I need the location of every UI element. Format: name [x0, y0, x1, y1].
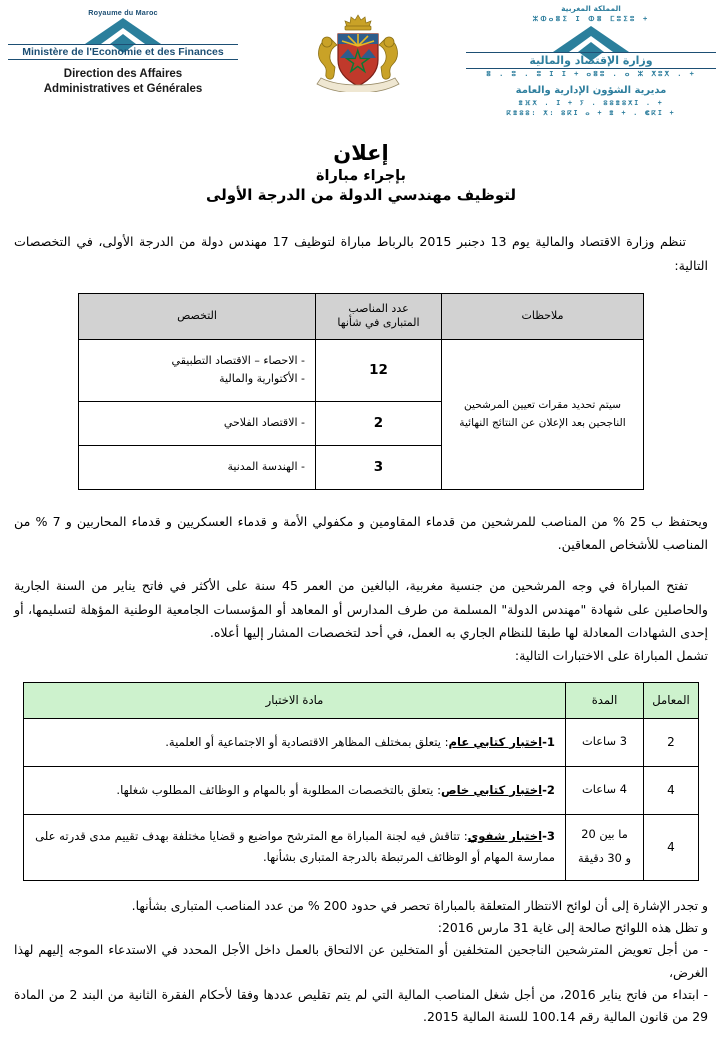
specialty-line-1: - الاحصاء – الاقتصاد التطبيقي	[171, 353, 305, 367]
exam-label: اختبار كتابي عام	[448, 734, 543, 749]
direction-fr-line2: Administratives et Générales	[43, 82, 203, 95]
exam-label: اختبار شفوي	[467, 829, 543, 844]
subject-cell	[24, 814, 566, 880]
count-cell: 3	[316, 445, 442, 489]
footer-bullet-1: - من أجل تعويض المترشحين الناجحين المتخلفين أو المتخلين عن الالتحاق بالعمل داخل الأجل المحدد في الاستدعاء الموجه إليهم لهذا الغرض،	[14, 942, 708, 980]
title-subtitle-2: لتوظيف مهندسي الدولة من الدرجة الأولى	[206, 186, 516, 205]
column-header-count	[316, 293, 442, 339]
duration-cell: 4 ساعات	[566, 766, 644, 814]
coefficient-cell: 4	[644, 814, 699, 880]
exam-number: 3-	[542, 829, 555, 844]
ministry-logo-arabic	[466, 4, 716, 119]
count-cell: 2	[316, 401, 442, 445]
ministry-logo-french	[8, 8, 238, 96]
page-header	[0, 0, 722, 118]
tests-intro-line: تشمل المباراة على الاختبارات التالية:	[514, 648, 708, 664]
specialties-table	[78, 293, 644, 490]
eligibility-conditions-paragraph: تفتح المباراة في وجه المرشحين من جنسية مغربية، البالغين من العمر 45 سنة على الأكثر في فاتح يناير من السنة الجارية والحاصلين على شهادة "مهندس الدولة" المسلمة من طرف المدارس أو المعاهد أو المؤسسات الجامعية الوطنية المؤهلة لتسليمها، أو إحدى الشهادات المعادلة لها طبقا للنظام الجاري به العمل، في أحد لتخصصات المشار إليها أعلاه.	[14, 578, 708, 641]
direction-fr-line1: Direction des Affaires	[63, 68, 183, 80]
coefficient-cell: 2	[644, 718, 699, 766]
column-header-duration: المدة	[566, 682, 644, 718]
exams-table-wrapper	[23, 682, 699, 881]
document-title-block	[0, 140, 722, 204]
table-row	[79, 339, 644, 401]
column-header-specialty: التخصص	[79, 293, 316, 339]
intro-paragraph: تنظم وزارة الاقتصاد والمالية يوم 13 دجنبر 2015 بالرباط مباراة لتوظيف 17 مهندس دولة من الدرجة الأولى، في التخصصات التالية:	[14, 234, 708, 273]
footer-notes	[14, 895, 708, 1029]
specialties-table-wrapper	[78, 293, 644, 490]
ministry-label-tifinagh: + . ⴻ . ⵓ . ⵓ I I + ⴰⴻⵓ . ⴰ ⵣ ⵅⵓⵅ	[486, 69, 696, 78]
ministry-band-ar	[466, 52, 716, 69]
table-header-row	[24, 682, 699, 718]
ministry-band-fr	[8, 44, 238, 60]
column-header-count-line2: المتبارى في شأنها	[337, 316, 420, 330]
column-header-subject: مادة الاختبار	[24, 682, 566, 718]
specialty-cell	[79, 339, 316, 401]
coefficient-cell: 4	[644, 766, 699, 814]
subject-cell	[24, 766, 566, 814]
exam-description: : يتعلق بالتخصصات المطلوبة أو بالمهام و الوظائف المطلوب شغلها.	[116, 782, 441, 797]
remarks-cell	[442, 339, 644, 489]
exam-number: 1-	[542, 734, 555, 749]
title-subtitle-1: بإجراء مباراة	[315, 168, 406, 185]
remark-line-1: سيتم تحديد مقرات تعيين المرشحين	[463, 398, 622, 411]
specialty-line-2: - الأكتوارية والمالية	[219, 372, 305, 386]
duration-line-1: ما بين 20	[581, 827, 628, 842]
specialty-cell: - الاقتصاد الفلاحي	[79, 401, 316, 445]
direction-label-ar: مديرية الشؤون الإدارية والعامة	[515, 84, 667, 96]
direction-tifinagh-line2: + ⴽⴻⵓⵓ: ⵅ: ⵓⴽI ⴰ + ⴻ + . ⵞⴽI	[506, 109, 676, 118]
footer-bullet-2: - ابتداء من فاتح يناير 2016، من أجل شغل المناصب المالية التي لم يتم تقليص عددها وفقا لأحكام الفقرة الثانية من البند 2 من المادة 29 من قانون المالية رقم 100.14 للسنة المالية 2015.	[14, 986, 708, 1025]
table-row	[24, 718, 699, 766]
kingdom-label-tifinagh: + ⵣⵀⴰⴻⵉ I ⵀⴻ ⵎⵓⵉⵓ	[532, 15, 650, 24]
ministry-label-fr: Ministère de l'Economie et des Finances	[22, 46, 224, 58]
direction-label-fr	[8, 67, 238, 96]
page-title: إعلان	[333, 141, 389, 165]
exam-label: اختبار كتابي خاص	[440, 782, 543, 797]
column-header-remarks: ملاحظات	[442, 293, 644, 339]
table-row	[24, 766, 699, 814]
coat-of-arms	[283, 12, 433, 92]
moroccan-coat-of-arms-icon	[297, 12, 419, 92]
exam-description: : تتاقش فيه لجنة المباراة مع المترشح مواضيع و قضايا مختلفة بهدف تقييم مدى قدرته على ممارسة المهام أو الوظائف المرتبطة بالدرجة المتبارى بشأنها.	[35, 829, 555, 865]
exam-number: 2-	[542, 782, 555, 797]
footer-line-1: و تجدر الإشارة إلى أن لوائح الانتظار المتعلقة بالمباراة تحصر في حدود 200 % من عدد المناصب المتبارى بشأنها.	[131, 897, 708, 913]
exam-description: : يتعلق بمختلف المظاهر الاقتصادية أو الاجتماعية أو العلمية.	[165, 734, 449, 749]
kingdom-label-fr: Royaume du Maroc	[88, 8, 158, 17]
duration-cell: 3 ساعات	[566, 718, 644, 766]
exams-table	[23, 682, 699, 881]
duration-line-2: و 30 دقيقة	[577, 851, 632, 866]
direction-tifinagh-line1: + . ⴻⴼⵅ . I + ⵢ . ⵓⵓⴻⵓⵅI	[518, 98, 664, 107]
count-cell: 12	[316, 339, 442, 401]
footer-line-2: و تظل هذه اللوائح صالحة إلى غاية 31 مارس 2016:	[437, 919, 708, 935]
reserved-positions-paragraph: ويحتفظ ب 25 % من المناصب للمرشحين من قدماء المقاومين و مكفولي الأمة و قدماء العسكريين و قدماء المحاربين و 7 % من المناصب للأشخاص المعاقين.	[14, 513, 708, 553]
table-row	[24, 814, 699, 880]
remark-line-2: الناجحين بعد الإعلان عن النتائج النهائية	[459, 417, 626, 430]
duration-cell	[566, 814, 644, 880]
ministry-label-ar: وزارة الإقتصاد والمالية	[529, 53, 653, 67]
column-header-coefficient: المعامل	[644, 682, 699, 718]
kingdom-label-ar: المملكة المغربية	[561, 4, 621, 13]
subject-cell	[24, 718, 566, 766]
specialty-cell: - الهندسة المدنية	[79, 445, 316, 489]
table-header-row	[79, 293, 644, 339]
column-header-count-line1: عدد المناصب	[348, 301, 409, 315]
